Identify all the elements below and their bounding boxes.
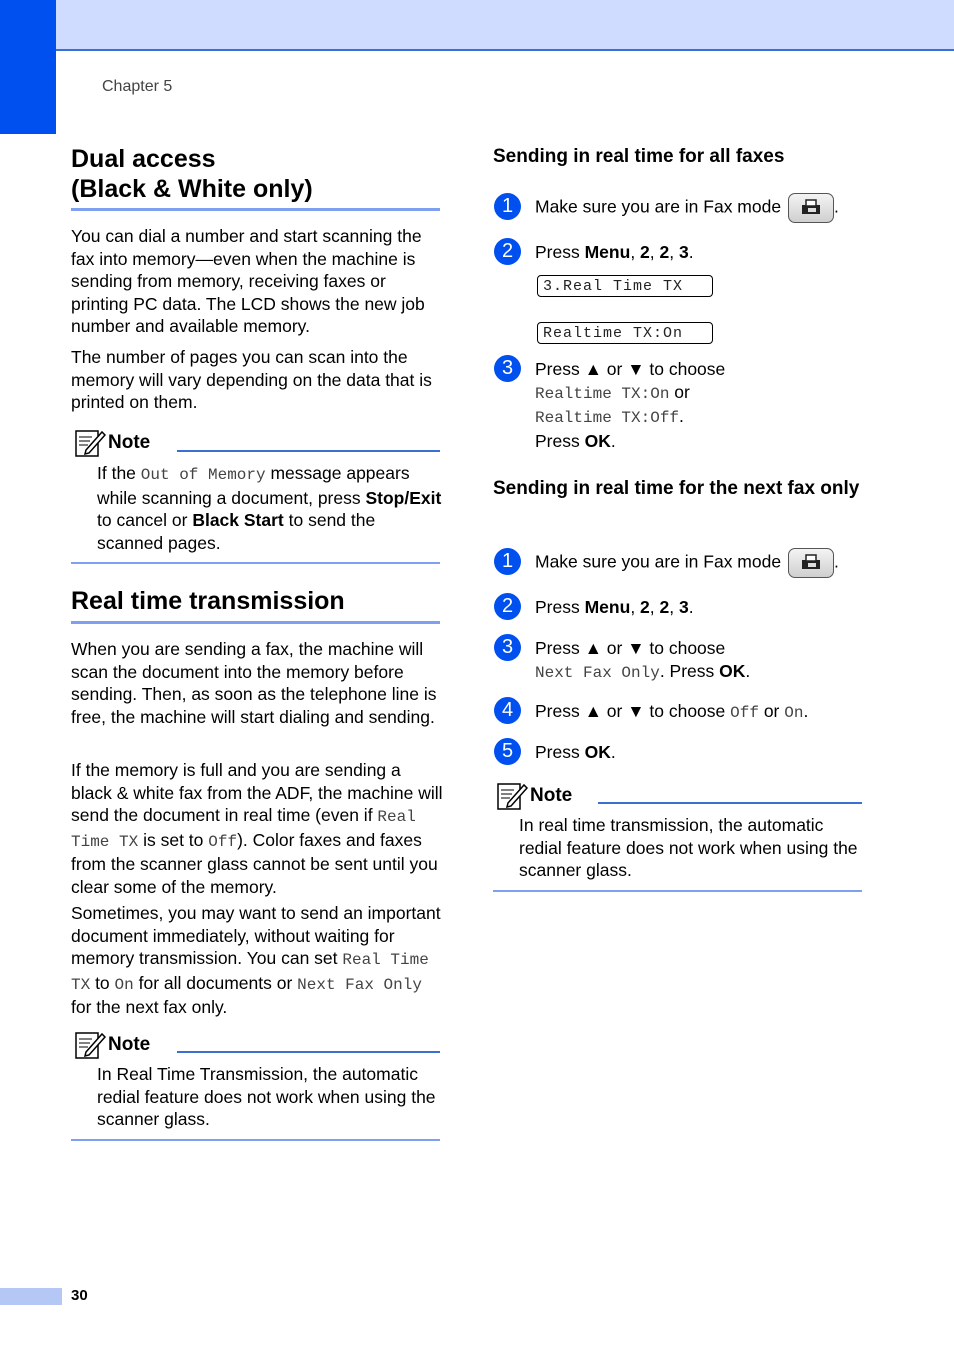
page-number-bar [0, 1288, 62, 1305]
step-text: Press ▲ or ▼ to choose Realtime TX:On or Realtime TX:Off. Press OK. [535, 359, 726, 451]
paragraph: When you are sending a fax, the machine will scan the document into the memory before sending. Then, as soon as the telephone line is free, the machine will start dialing and sending. [71, 639, 437, 727]
step-number: 1 [494, 193, 521, 220]
subsection-title-all-faxes: Sending in real time for all faxes [493, 146, 785, 167]
lcd-display: 3.Real Time TX [537, 275, 713, 297]
page-number: 30 [71, 1287, 88, 1304]
note-pencil-icon [496, 781, 528, 811]
step-text: Make sure you are in Fax mode . [535, 193, 865, 223]
note-text: In real time transmission, the automatic redial feature does not work when using the scanner glass. [519, 815, 858, 880]
step-text: Press Menu, 2, 2, 3. [535, 242, 694, 262]
note-rule [177, 450, 440, 452]
note-pencil-icon [74, 1030, 106, 1060]
note-pencil-icon [74, 428, 106, 458]
note-header: Note [74, 428, 150, 458]
section-title-dual-access: Dual access (Black & White only) [71, 145, 313, 203]
note-text: In Real Time Transmission, the automatic redial feature does not work when using the scanner glass. [97, 1064, 436, 1129]
note-text: If the Out of Memory message appears while scanning a document, press Stop/Exit to cancel or Black Start to send the scanned pages. [97, 463, 442, 553]
note-end-rule [493, 890, 862, 892]
step-number: 4 [494, 697, 521, 724]
note-rule [598, 802, 862, 804]
section-title-real-time: Real time transmission [71, 587, 345, 615]
fax-mode-button-icon [788, 548, 834, 578]
note-header: Note [496, 781, 572, 811]
step-text: Press ▲ or ▼ to choose Off or On. [535, 701, 809, 722]
chapter-tab [0, 0, 56, 134]
lcd-display: Realtime TX:On [537, 322, 713, 344]
step-number: 2 [494, 593, 521, 620]
step-text: Make sure you are in Fax mode . [535, 548, 865, 578]
step-text: Press ▲ or ▼ to choose Next Fax Only. Press OK. [535, 638, 751, 682]
title-rule [71, 621, 440, 624]
step-text: Press Menu, 2, 2, 3. [535, 597, 694, 617]
step-number: 2 [494, 238, 521, 265]
subsection-title-next-fax: Sending in real time for the next fax only [493, 478, 860, 499]
step-number: 5 [494, 738, 521, 765]
step-text: Press OK. [535, 742, 616, 762]
paragraph: You can dial a number and start scanning the fax into memory—even when the machine is sending from memory, receiving faxes or printing PC data. The LCD shows the new job number and available memory. [71, 226, 425, 336]
step-number: 3 [494, 355, 521, 382]
note-header: Note [74, 1030, 150, 1060]
step-number: 1 [494, 548, 521, 575]
note-end-rule [71, 1139, 440, 1141]
note-rule [177, 1051, 440, 1053]
paragraph: The number of pages you can scan into the memory will vary depending on the data that is printed on them. [71, 347, 432, 412]
header-band [0, 0, 954, 51]
fax-mode-button-icon [788, 193, 834, 223]
note-end-rule [71, 562, 440, 564]
paragraph: Sometimes, you may want to send an important document immediately, without waiting for memory transmission. You can set Real Time TX to On for all documents or Next Fax Only for the next fax only. [71, 903, 441, 1017]
paragraph: If the memory is full and you are sending a black & white fax from the ADF, the machine will send the document in real time (even if Real Time TX is set to Off). Color faxes and faxes from the scanner glass cannot be sent until you clear some of the memory. [71, 760, 443, 897]
title-rule [71, 208, 440, 211]
step-number: 3 [494, 634, 521, 661]
chapter-label: Chapter 5 [102, 78, 173, 95]
